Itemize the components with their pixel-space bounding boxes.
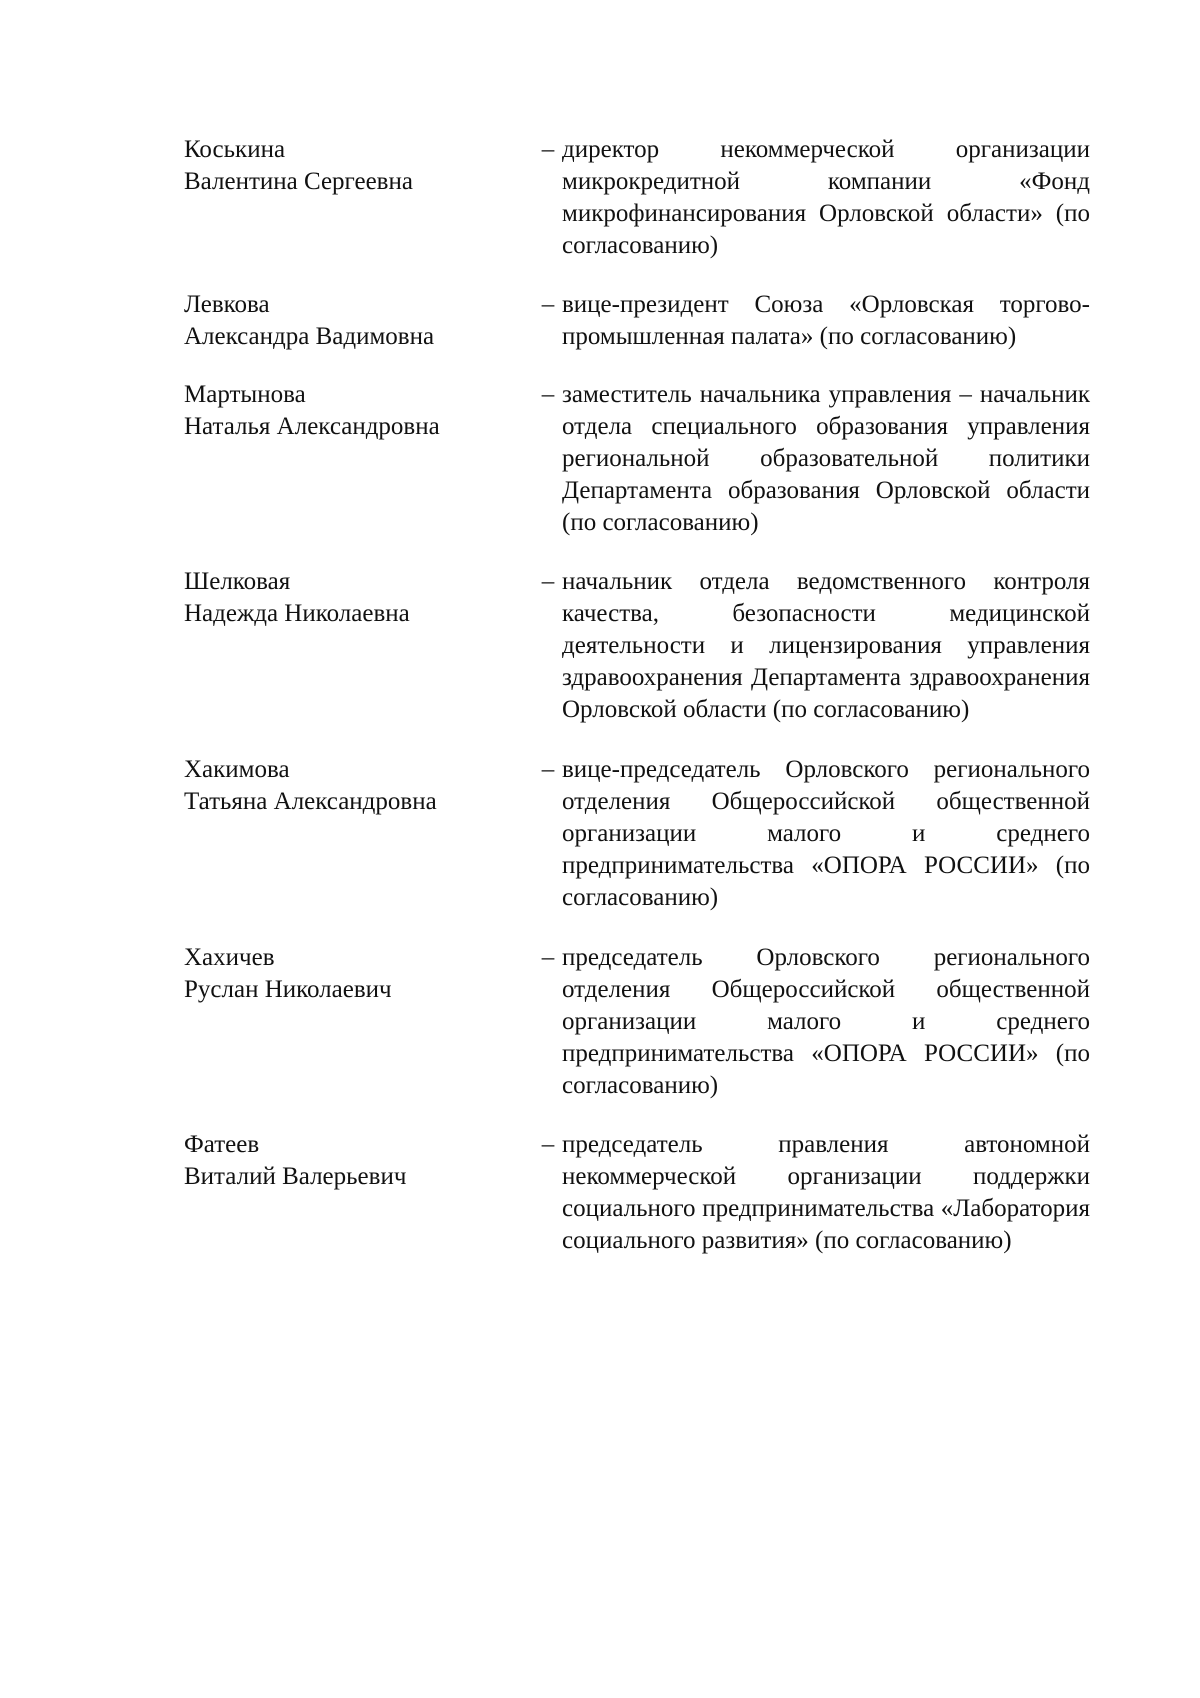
dash-separator: – (541, 568, 555, 595)
member-entry (184, 134, 1090, 262)
member-entry (184, 754, 1090, 914)
member-name (184, 134, 534, 198)
member-name (184, 289, 534, 353)
dash-separator: – (541, 944, 555, 971)
member-name (184, 566, 534, 630)
member-entry (184, 566, 1090, 726)
member-surname: Левкова (184, 291, 270, 318)
member-role: вице-председатель Орловского регионального отделения Общероссийской общественной организации малого и среднего предпринимательства «ОПОРА РОССИИ» (по согласованию) (562, 756, 1090, 911)
member-role: заместитель начальника управления – начальник отдела специального образования управления региональной образовательной политики Департамента образования Орловской области (по согласованию) (562, 381, 1090, 536)
dash-separator: – (541, 1131, 555, 1158)
member-name (184, 379, 534, 443)
member-given-names: Валентина Сергеевна (184, 168, 413, 195)
member-surname: Хакимова (184, 756, 290, 783)
members-list (184, 134, 1090, 1257)
member-surname: Мартынова (184, 381, 306, 408)
dash-separator: – (541, 136, 555, 163)
member-given-names: Виталий Валерьевич (184, 1163, 407, 1190)
member-given-names: Руслан Николаевич (184, 976, 392, 1003)
member-name (184, 1129, 534, 1193)
member-surname: Шелковая (184, 568, 291, 595)
member-entry (184, 379, 1090, 539)
member-surname: Фатеев (184, 1131, 260, 1158)
member-given-names: Наталья Александровна (184, 413, 440, 440)
member-given-names: Александра Вадимовна (184, 323, 435, 350)
member-role: вице-президент Союза «Орловская торгово-промышленная палата» (по согласованию) (562, 291, 1090, 350)
dash-separator: – (541, 291, 555, 318)
member-role: председатель Орловского регионального отделения Общероссийской общественной организации малого и среднего предпринимательства «ОПОРА РОССИИ» (по согласованию) (562, 944, 1090, 1099)
member-entry (184, 1129, 1090, 1257)
member-surname: Коськина (184, 136, 286, 163)
member-name (184, 754, 534, 818)
member-role: начальник отдела ведомственного контроля качества, безопасности медицинской деятельности и лицензирования управления здравоохранения Департамента здравоохранения Орловской области (по согласованию) (562, 568, 1090, 723)
member-role: председатель правления автономной некоммерческой организации поддержки социального предпринимательства «Лаборатория социального развития» (по согласованию) (562, 1131, 1090, 1254)
member-entry (184, 942, 1090, 1102)
member-given-names: Надежда Николаевна (184, 600, 410, 627)
member-given-names: Татьяна Александровна (184, 788, 437, 815)
dash-separator: – (541, 381, 555, 408)
member-entry (184, 289, 1090, 353)
member-surname: Хахичев (184, 944, 275, 971)
member-name (184, 942, 534, 1006)
member-role: директор некоммерческой организации микрокредитной компании «Фонд микрофинансирования Орловской области» (по согласованию) (562, 136, 1090, 259)
dash-separator: – (541, 756, 555, 783)
